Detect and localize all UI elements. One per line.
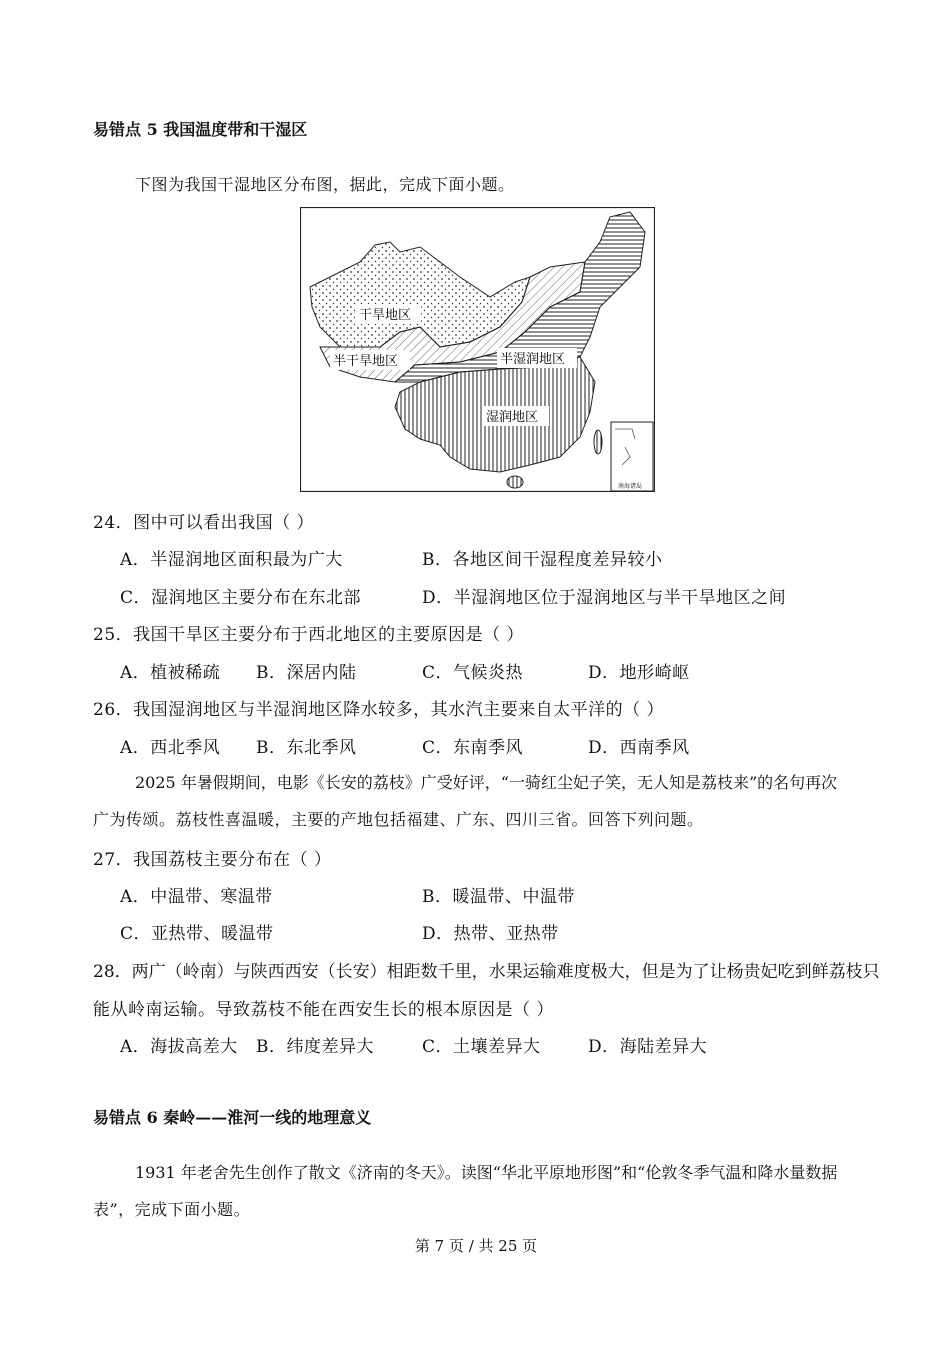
inset-label: 南海诸岛 <box>617 483 643 490</box>
q26-stem: 26．我国湿润地区与半湿润地区降水较多，其水汽主要来自太平洋的（ ） <box>93 700 665 720</box>
section-6-line-1: 1931 年老舍先生创作了散文《济南的冬天》。读图“华北平原地形图”和“伦敦冬季气温和降水量数据 <box>135 1163 838 1182</box>
page-footer: 第 7 页 / 共 25 页 <box>414 1237 538 1255</box>
q27-option-a: A．中温带、寒温带 <box>120 887 273 907</box>
section-5-title: 易错点 5 我国温度带和干湿区 <box>93 120 308 139</box>
q27-option-c: C．亚热带、暖温带 <box>120 924 274 944</box>
label-semi-humid: 半湿润地区 <box>500 352 566 367</box>
q28-option-a: A．海拔高差大 <box>120 1037 238 1057</box>
q28-option-b: B．纬度差异大 <box>256 1037 374 1057</box>
q26-option-b: B．东北季风 <box>256 738 357 758</box>
dry-wet-regions-map <box>300 207 655 492</box>
q28-option-d: D．海陆差异大 <box>588 1037 708 1057</box>
q27-option-b: B．暖温带、中温带 <box>422 887 575 907</box>
q28-stem-line-2: 能从岭南运输。导致荔枝不能在西安生长的根本原因是（ ） <box>93 1000 554 1020</box>
q27-stem: 27．我国荔枝主要分布在（ ） <box>93 850 332 870</box>
q25-option-a: A．植被稀疏 <box>120 663 221 683</box>
q27-option-d: D．热带、亚热带 <box>422 924 559 944</box>
q24-option-c: C．湿润地区主要分布在东北部 <box>120 588 362 608</box>
passage-line-2: 广为传颂。荔枝性喜温暖，主要的产地包括福建、广东、四川三省。回答下列问题。 <box>93 810 704 829</box>
q24-stem: 24．图中可以看出我国（ ） <box>93 513 315 533</box>
label-semi-arid: 半干旱地区 <box>333 354 399 369</box>
q25-option-b: B．深居内陆 <box>256 663 357 683</box>
q24-option-b: B．各地区间干湿程度差异较小 <box>422 550 663 570</box>
label-arid: 干旱地区 <box>359 308 412 323</box>
q26-option-a: A．西北季风 <box>120 738 221 758</box>
q25-stem: 25．我国干旱区主要分布于西北地区的主要原因是（ ） <box>93 625 525 645</box>
q25-option-d: D．地形崎岖 <box>588 663 690 683</box>
q28-option-c: C．土壤差异大 <box>422 1037 541 1057</box>
q25-option-c: C．气候炎热 <box>422 663 524 683</box>
q28-stem-line-1: 28．两广（岭南）与陕西西安（长安）相距数千里，水果运输难度极大，但是为了让杨贵妃吃到鲜荔枝只 <box>93 962 880 982</box>
passage-line-1: 2025 年暑假期间，电影《长安的荔枝》广受好评，“一骑红尘妃子笑，无人知是荔枝来”的名句再次 <box>135 773 838 792</box>
label-humid: 湿润地区 <box>486 410 539 425</box>
section-6-line-2: 表”，完成下面小题。 <box>93 1200 251 1219</box>
q24-option-d: D．半湿润地区位于湿润地区与半干旱地区之间 <box>422 588 787 608</box>
section-6-title: 易错点 6 秦岭——淮河一线的地理意义 <box>93 1108 372 1127</box>
section-5-intro: 下图为我国干湿地区分布图，据此，完成下面小题。 <box>135 175 515 194</box>
q24-option-a: A．半湿润地区面积最为广大 <box>120 550 343 570</box>
q26-option-d: D．西南季风 <box>588 738 690 758</box>
q26-option-c: C．东南季风 <box>422 738 524 758</box>
